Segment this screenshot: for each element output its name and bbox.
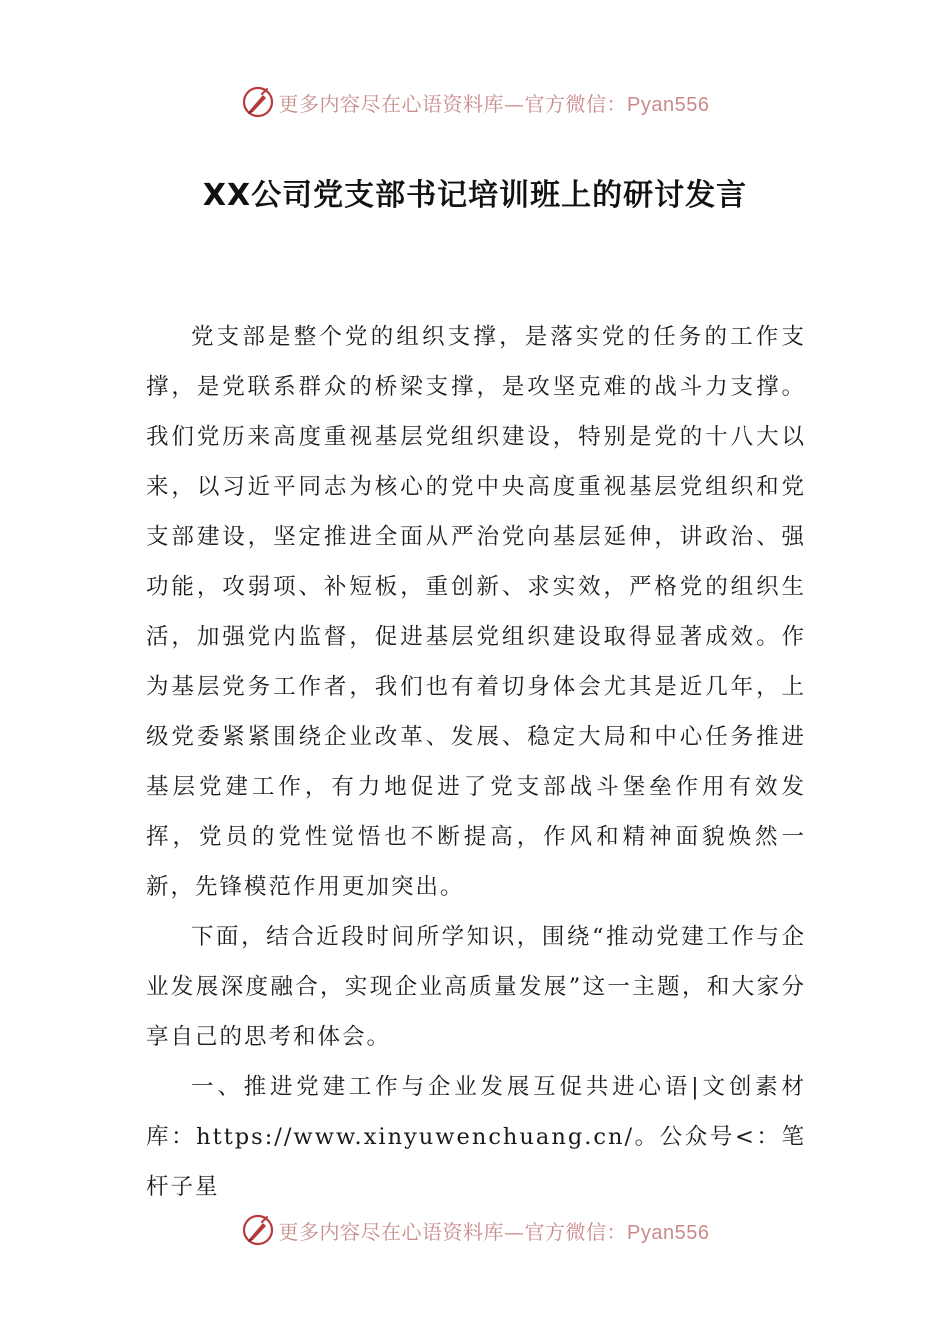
watermark-text [279, 88, 710, 117]
pen-logo-icon [241, 1213, 275, 1247]
watermark-label: 更多内容尽在心语资料库—官方微信： [278, 1219, 628, 1244]
pen-logo-icon [241, 85, 275, 119]
header-watermark-banner [0, 82, 950, 122]
watermark-text [279, 1216, 710, 1245]
wechat-id: Pyan556 [627, 1221, 710, 1244]
wechat-id: Pyan556 [627, 93, 710, 116]
paragraph: 一、推进党建工作与企业发展互促共进心语|文创素材库：https://www.xinyuwenchuang.cn/。公众号<：笔杆子星 [146, 1074, 806, 1200]
document-body [146, 312, 806, 1212]
watermark-label: 更多内容尽在心语资料库—官方微信： [278, 91, 628, 116]
footer-watermark-banner [0, 1210, 950, 1250]
paragraph: 党支部是整个党的组织支撑，是落实党的任务的工作支撑，是党联系群众的桥梁支撑，是攻坚克难的战斗力支撑。我们党历来高度重视基层党组织建设，特别是党的十八大以来，以习近平同志为核心的党中央高度重视基层党组织和党支部建设，坚定推进全面从严治党向基层延伸，讲政治、强功能，攻弱项、补短板，重创新、求实效，严格党的组织生活，加强党内监督，促进基层党组织建设取得显著成效。作为基层党务工作者，我们也有着切身体会尤其是近几年，上级党委紧紧围绕企业改革、发展、稳定大局和中心任务推进基层党建工作，有力地促进了党支部战斗堡垒作用有效发挥，党员的党性觉悟也不断提高，作风和精神面貌焕然一新，先锋模范作用更加突出。 [146, 324, 806, 900]
document-title: XX公司党支部书记培训班上的研讨发言 [202, 178, 748, 213]
paragraph: 下面，结合近段时间所学知识，围绕“推动党建工作与企业发展深度融合，实现企业高质量发展”这一主题，和大家分享自己的思考和体会。 [146, 924, 806, 1050]
